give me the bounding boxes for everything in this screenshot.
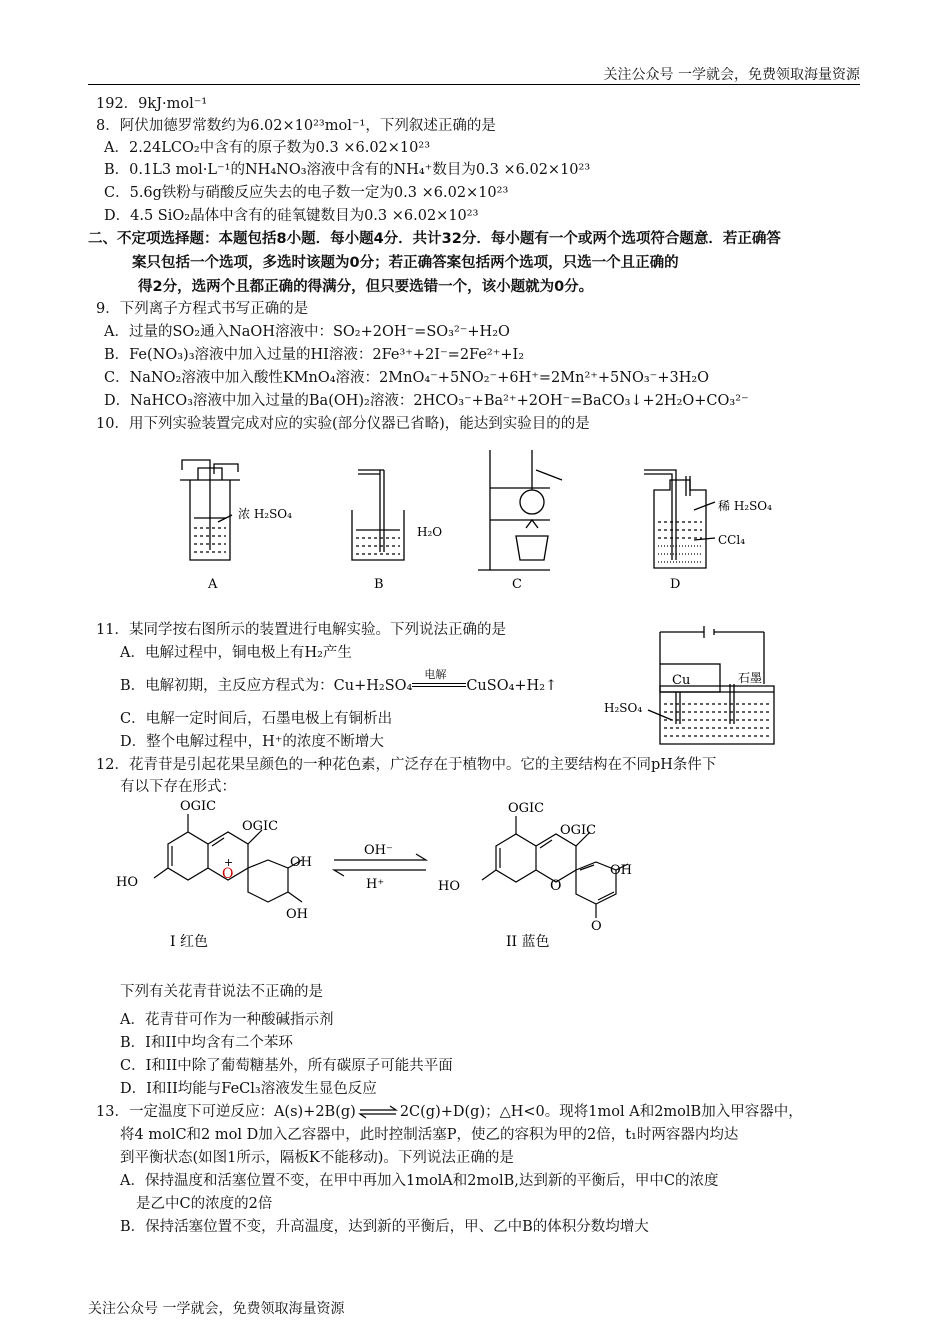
oxonium-o: O [222,866,234,882]
q13-option-b: B．保持活塞位置不变，升高温度，达到新的平衡后，甲、乙中B的体积分数均增大 [120,1219,649,1235]
label-c: C [512,577,522,592]
structure-i-label: I 红色 [170,934,208,950]
q9-option-b: B．Fe(NO₃)₃溶液中加入过量的HI溶液：2Fe³⁺+2I⁻=2Fe²⁺+I₂ [104,347,525,363]
q12-structures-figure [110,796,750,960]
q12-option-c: C．I和II中除了葡萄糖基外，所有碳原子可能共平面 [120,1058,453,1074]
label-a: A [208,577,218,592]
structure-ii-label: II 蓝色 [506,934,550,950]
q13-option-a-2: 是乙中C的浓度的2倍 [136,1196,273,1212]
q9-option-c: C．NaNO₂溶液中加入酸性KMnO₄溶液：2MnO₄⁻+5NO₂⁻+6H⁺=2Mn²⁺+5NO₃⁻+3H₂O [104,370,710,386]
arrow-bottom-label: H⁺ [366,877,385,892]
label-graphite: 石墨 [738,671,763,685]
label-conc-h2so4: 浓 H₂SO₄ [238,507,292,521]
ho-label-2: HO [438,879,460,894]
q12-option-b: B．I和II中均含有二个苯环 [120,1035,293,1051]
q13-reaction-rhs: 2C(g)+D(g)；△H<0。现将1mol A和2molB加入甲容器中， [399,1104,803,1120]
arrow-top-label: OH⁻ [364,843,393,858]
q9-stem: 9．下列离子方程式书写正确的是 [96,301,309,317]
q11-option-a: A．电解过程中，铜电极上有H₂产生 [120,645,352,661]
ho-label-1: HO [116,875,138,890]
q10-stem: 10．用下列实验装置完成对应的实验(部分仪器已省略)，能达到实验目的的是 [96,416,590,432]
apparatus-a [180,460,240,560]
oh-label-1: OH [290,855,312,870]
footer-text: 关注公众号 一学就会，免费领取海量资源 [88,1301,345,1317]
label-water: H₂O [417,525,443,539]
electrolysis-equals [412,668,466,693]
header-rule [88,84,860,85]
label-dilute-h2so4: 稀 H₂SO₄ [718,499,772,513]
structure-ii [482,816,628,918]
electrolysis-condition: 电解 [424,668,447,681]
header-text: 关注公众号 一学就会，免费领取海量资源 [603,67,860,83]
q12-option-a: A．花青苷可作为一种酸碱指示剂 [120,1012,334,1028]
q11-option-b-lhs: B．电解初期，主反应方程式为：Cu+H₂SO₄ [120,678,413,694]
q9-option-d: D．NaHCO₃溶液中加入过量的Ba(OH)₂溶液：2HCO₃⁻+Ba²⁺+2OH⁻=BaCO₃↓+2H₂O+CO₃²⁻ [104,393,749,409]
label-cu: Cu [672,673,691,688]
q12-question: 下列有关花青苷说法不正确的是 [120,984,323,1000]
ogic-label-4: OGIC [560,823,597,838]
ogic-label-1: OGIC [180,799,217,814]
q12-stem-2: 有以下存在形式： [120,779,236,795]
q11-electrolysis-figure [600,624,790,750]
pyran-o: O [550,878,562,894]
keto-o: O [591,919,602,934]
label-ccl4: CCl₄ [718,533,746,547]
oh-label-2: OH [286,907,308,922]
label-b: B [374,577,384,592]
label-sulfuric-acid: H₂SO₄ [604,701,643,715]
section2-rule-2: 得2分，选两个且都正确的得满分，但只要选错一个，该小题就为0分。 [138,279,594,295]
q11-option-b [120,668,558,696]
q8-option-a: A．2.24LCO₂中含有的原子数为0.3 ×6.02×10²³ [104,140,431,156]
q9-option-a: A．过量的SO₂通入NaOH溶液中：SO₂+2OH⁻=SO₃²⁻+H₂O [104,324,510,340]
q12-stem-1: 12．花青苷是引起花果呈颜色的一种花色素，广泛存在于植物中。它的主要结构在不同pH条件下 [96,757,717,773]
q13-stem-1 [96,1102,803,1122]
q13-stem-3: 到平衡状态(如图1所示，隔板K不能移动)。下列说法正确的是 [120,1150,514,1166]
line-energy: 192．9kJ·mol⁻¹ [96,96,208,112]
label-d: D [670,577,681,592]
q8-option-b: B．0.1L3 mol·L⁻¹的NH₄NO₃溶液中含有的NH₄⁺数目为0.3 ×6.02×10²³ [104,162,591,178]
q10-apparatus-figure [170,440,790,600]
apparatus-b [352,470,404,560]
q8-option-d: D．4.5 SiO₂晶体中含有的硅氧键数目为0.3 ×6.02×10²³ [104,208,479,224]
ogic-label-2: OGIC [242,819,279,834]
oh-label-3: OH [610,863,632,878]
q11-stem: 11．某同学按右图所示的装置进行电解实验。下列说法正确的是 [96,622,506,638]
q8-stem: 8．阿伏加德罗常数约为6.02×10²³mol⁻¹，下列叙述正确的是 [96,118,496,134]
q13-stem-2: 将4 molC和2 mol D加入乙容器中，此时控制活塞P，使乙的容积为甲的2倍，t₁时两容器内均达 [120,1127,739,1143]
apparatus-c [478,450,562,570]
q11-option-d: D．整个电解过程中，H⁺的浓度不断增大 [120,734,384,750]
ogic-label-3: OGIC [508,801,545,816]
q11-option-c: C．电解一定时间后，石墨电极上有铜析出 [120,711,393,727]
section2-rule-1: 案只包括一个选项，多选时该题为0分；若正确答案包括两个选项，只选一个且正确的 [132,255,679,271]
q8-option-c: C．5.6g铁粉与硝酸反应失去的电子数一定为0.3 ×6.02×10²³ [104,185,509,201]
q12-option-d: D．I和II均能与FeCl₃溶液发生显色反应 [120,1081,377,1097]
q13-reaction-lhs: 13．一定温度下可逆反应：A(s)+2B(g) [96,1104,356,1120]
q11-option-b-rhs: CuSO₄+H₂↑ [466,678,558,694]
apparatus-d [644,470,715,568]
equilibrium-arrow-icon [356,1105,400,1119]
q13-option-a-1: A．保持温度和活塞位置不变，在甲中再加入1molA和2molB,达到新的平衡后，甲中C的浓度 [120,1173,719,1189]
oxonium-plus: + [224,856,234,869]
section2-heading: 二、不定项选择题：本题包括8小题．每小题4分．共计32分．每小题有一个或两个选项符合题意．若正确答 [88,231,781,247]
